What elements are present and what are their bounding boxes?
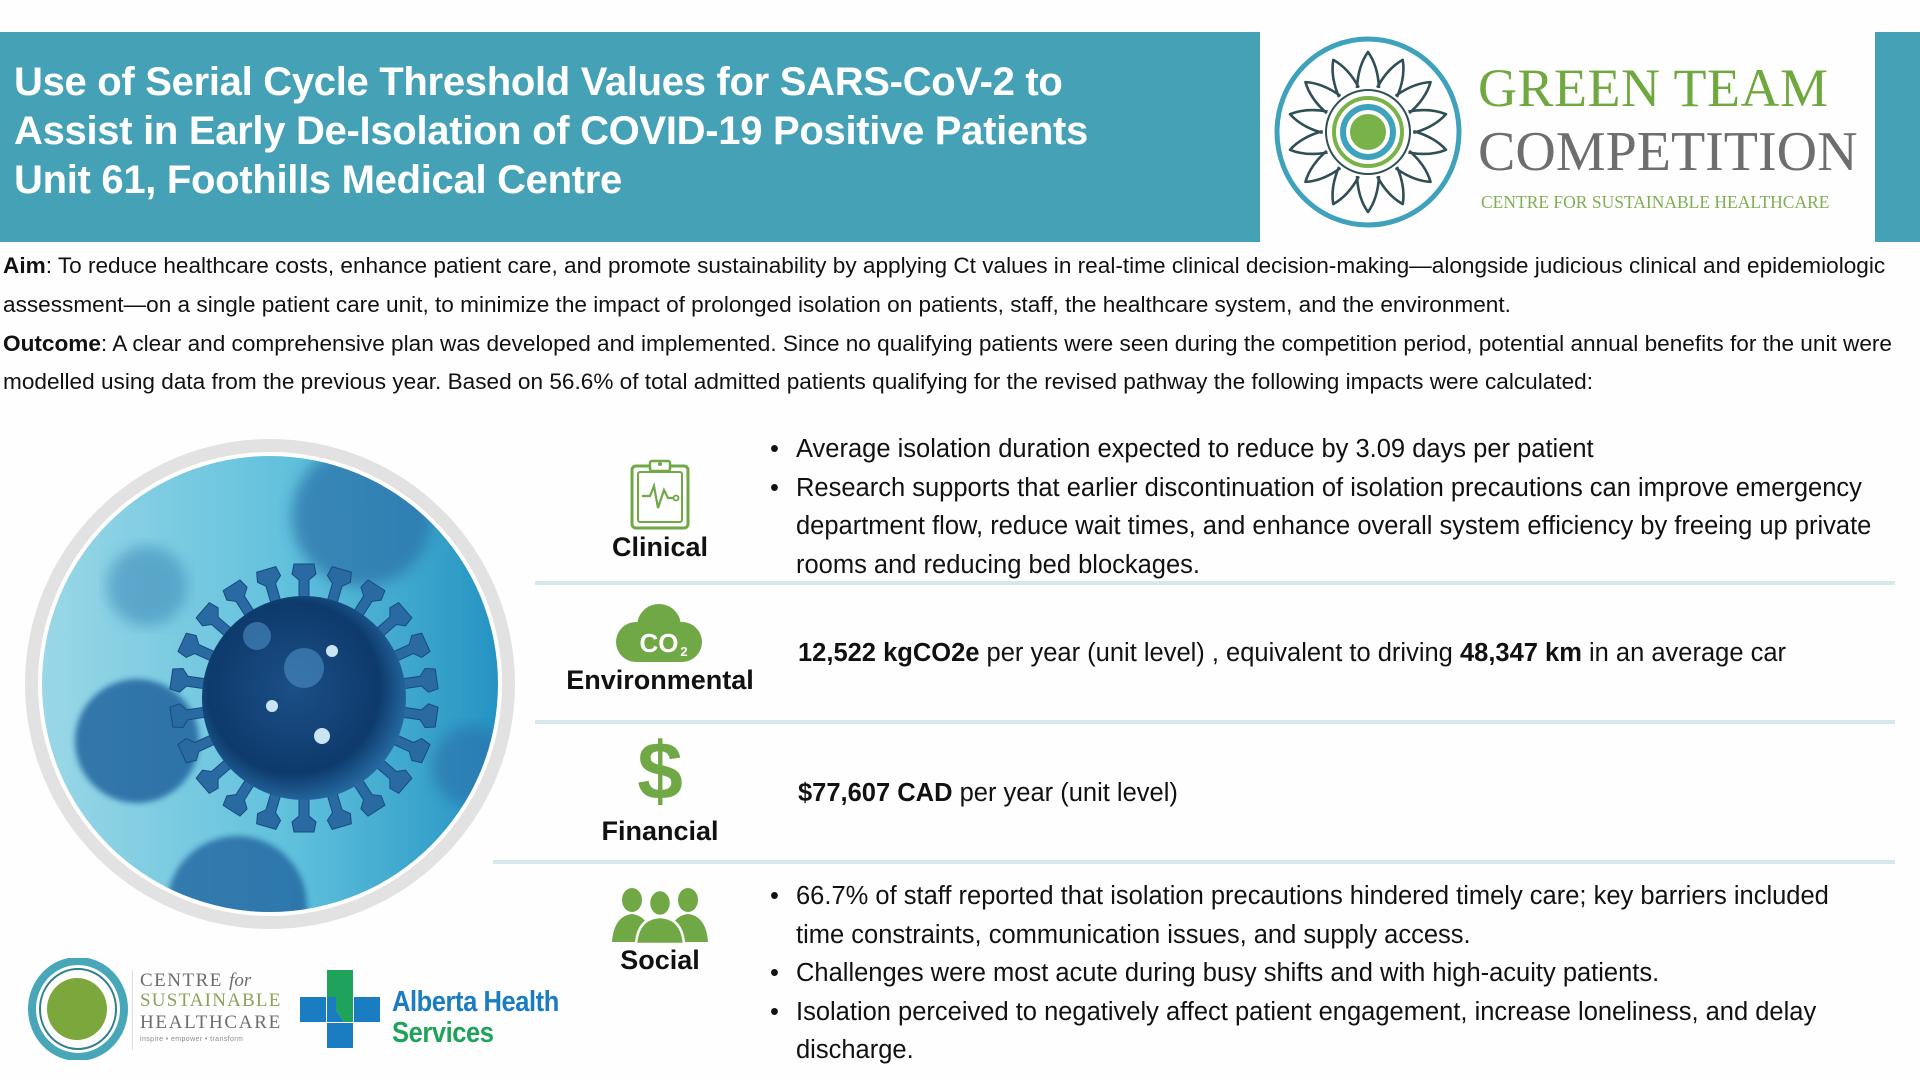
dollar-sign-icon: $ [637,726,683,817]
banner-right-strip [1875,32,1920,242]
social-bullet: • Challenges were most acute during busy shifts and with high-acuity patients. [770,954,1880,993]
co2-value: 12,522 kgCO2e [798,639,980,667]
petal-shape [1377,167,1412,209]
aim-text: : To reduce healthcare costs, enhance patient care, and promote sustainability by applying Ct values in real-time clinical decision-making—alongside judicious clinical and epidemiologic assessment—on a single patient care unit, to minimize the impact of prolonged isolation on patients, staff, the healthcare system, and the environment. [3,253,1886,317]
title-line-3: Unit 61, Foothills Medical Centre [14,158,622,202]
environmental-value [798,636,1786,670]
petal-shape [1323,167,1358,209]
csh-tagline: inspire • empower • transform [140,1036,244,1043]
people-group-icon [612,886,708,944]
aim-paragraph [3,247,1915,325]
divider [535,720,1895,724]
ahs-line-1: Alberta Health [392,986,559,1018]
distance-text: in an average car [1581,639,1787,667]
co2-text: per year (unit level) , equivalent to driving [979,639,1460,667]
cost-text: per year (unit level) [952,779,1178,807]
co2-icon-text: CO [639,628,679,658]
outcome-paragraph [3,325,1915,403]
title-line-2: Assist in Early De-Isolation of COVID-19 Positive Patients [14,109,1089,153]
distance-value: 48,347 km [1459,639,1582,667]
coronavirus-image [22,436,518,932]
petal-shape [1357,52,1379,88]
gt-subtitle: CENTRE FOR SUSTAINABLE HEALTHCARE [1481,192,1830,212]
csh-for-text: for [229,970,252,991]
petal-shape [1377,55,1412,97]
social-label: Social [620,945,700,975]
outcome-text: : A clear and comprehensive plan was developed and implemented. Since no qualifying patients were seen during the competition period, potential annual benefits for the unit were modelled using data from the previous year. Based on 56.6% of total admitted patients qualifying for the revised pathway the following impacts were calculated: [3,330,1892,395]
clinical-bullets [770,430,1880,584]
clinical-label: Clinical [611,532,709,562]
ahs-line-2: Services [392,1017,494,1049]
social-bullet: • 66.7% of staff reported that isolation precautions hindered timely care; key barriers included time constraints, communication issues, and supply access. [770,877,1880,954]
competition-title: COMPETITION [1478,121,1858,183]
page-title [14,58,1254,205]
csh-line-1 [140,970,251,992]
clinical-bullet: • Research supports that earlier discontinuation of isolation precautions can improve emergency department flow, reduce wait times, and enhance overall system efficiency by freeing up private rooms and reducing bed blockages. [770,469,1880,585]
social-bullet: • Isolation perceived to negatively affect patient engagement, increase loneliness, and delay discharge. [770,993,1880,1070]
csh-line-2: SUSTAINABLE [140,990,282,1011]
aim-label: Aim [3,253,46,278]
environmental-label: Environmental [566,665,754,695]
outcome-label: Outcome [3,330,101,356]
divider [535,581,1895,585]
financial-label: Financial [601,816,719,846]
financial-value [798,776,1178,810]
csh-centre-text: CENTRE [140,970,223,991]
petal-shape [1323,55,1358,97]
green-team-title: GREEN TEAM [1478,58,1829,118]
csh-separator [132,970,133,1050]
co2-icon-subscript: 2 [680,644,688,659]
cost-value: $77,607 CAD [798,779,953,807]
intro-section [3,247,1915,402]
divider [493,860,1895,864]
ahs-cross-logo-icon [300,970,380,1048]
clinical-bullet: • Average isolation duration expected to reduce by 3.09 days per patient [770,430,1880,469]
clipboard-heartbeat-icon [628,458,692,530]
co2-cloud-icon [614,602,704,666]
csh-line-3: HEALTHCARE [140,1012,282,1033]
social-bullets [770,877,1880,1070]
sunflower-logo-icon [1272,34,1464,230]
csh-circle-logo-icon [28,958,128,1060]
petal-shape [1357,176,1379,212]
title-line-1: Use of Serial Cycle Threshold Values for SARS-CoV-2 to [14,60,1063,104]
